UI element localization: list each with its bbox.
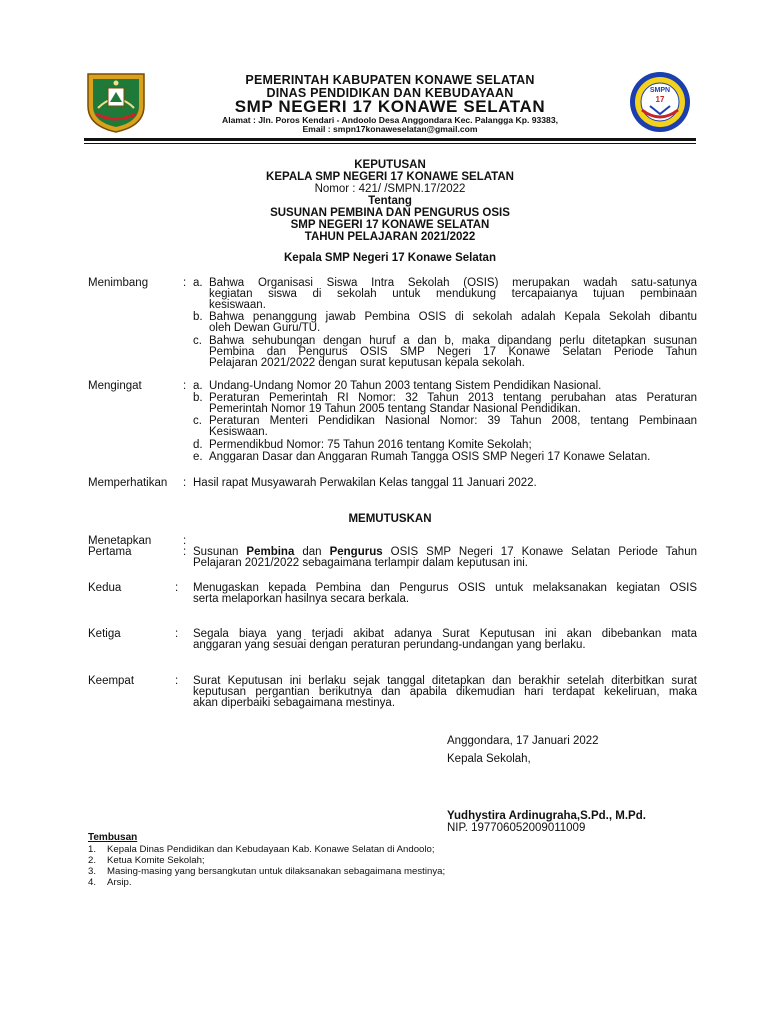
tembusan-item: Masing-masing yang bersangkutan untuk dilaksanakan sebagaimana mestinya; bbox=[107, 866, 446, 877]
memperhatikan-text: Hasil rapat Musyawarah Perwakilan Kelas tanggal 11 Januari 2022. bbox=[193, 477, 537, 489]
pertama-text bbox=[193, 547, 697, 569]
menetapkan-colon: : bbox=[183, 535, 187, 547]
tembusan-item: Ketua Komite Sekolah; bbox=[107, 855, 205, 866]
ketiga-label: Ketiga bbox=[88, 628, 121, 640]
menimbang-item-b-line: Bahwa penanggung jawab Pembina OSIS di sekolah adalah Kepala Sekolah dibantu bbox=[209, 311, 697, 323]
kedua-label: Kedua bbox=[88, 582, 122, 594]
letterhead-government: PEMERINTAH KABUPATEN KONAWE SELATAN bbox=[245, 73, 535, 87]
keempat-line: keputusan pergantian berikutnya dan apabila dikemudian hari terdapat kekeliruan, maka bbox=[193, 686, 697, 698]
keempat-label: Keempat bbox=[88, 675, 135, 687]
signature-name: Yudhystira Ardinugraha,S.Pd., M.Pd. bbox=[447, 810, 646, 822]
mengingat-item-b-line: Pemerintah Nomor 19 Tahun 2005 tentang Standar Nasional Pendidikan. bbox=[209, 403, 581, 415]
decree-subject-line-3: TAHUN PELAJARAN 2021/2022 bbox=[304, 231, 476, 243]
kedua-line: serta melaporkan hasilnya secara berkala. bbox=[193, 593, 410, 605]
mengingat-item-e-line: Anggaran Dasar dan Anggaran Rumah Tangga OSIS SMP Negeri 17 Konawe Selatan. bbox=[209, 451, 651, 463]
menimbang-item-c-line: Bahwa sehubungan dengan huruf a dan b, maka dipandang perlu ditetapkan susunan bbox=[209, 335, 697, 347]
pertama-line-2: Pelajaran 2021/2022 sebagaimana terlampir dalam keputusan ini. bbox=[193, 557, 528, 569]
pertama-label: Pertama bbox=[88, 546, 132, 558]
keempat-line: Surat Keputusan ini berlaku sejak tanggal ditetapkan dan berakhir setelah diterbitkan surat bbox=[193, 675, 697, 687]
ketiga-text bbox=[193, 629, 697, 651]
letterhead-school-name: SMP NEGERI 17 KONAWE SELATAN bbox=[234, 97, 546, 116]
kedua-colon: : bbox=[175, 582, 179, 594]
pertama-bold-pengurus: Pengurus bbox=[329, 546, 383, 558]
mengingat-letter-d: d. bbox=[193, 439, 203, 451]
school-emblem-text-number: 17 bbox=[655, 95, 665, 104]
mengingat-item-b bbox=[209, 393, 697, 415]
signature-position: Kepala Sekolah, bbox=[447, 753, 531, 765]
decree-issuer-heading: KEPALA SMP NEGERI 17 KONAWE SELATAN bbox=[266, 171, 514, 183]
kedua-text bbox=[193, 583, 697, 605]
tembusan-number: 2. bbox=[88, 855, 97, 866]
menetapkan-label: Menetapkan bbox=[88, 535, 152, 547]
signature-nip: NIP. 197706052009011009 bbox=[447, 822, 586, 834]
menimbang-letter-c: c. bbox=[193, 335, 202, 347]
menimbang-letter-b: b. bbox=[193, 311, 203, 323]
ketiga-line: Segala biaya yang terjadi akibat adanya Surat Keputusan ini akan dibebankan mata bbox=[193, 628, 697, 640]
ketiga-colon: : bbox=[175, 628, 179, 640]
mengingat-item-c bbox=[209, 416, 697, 438]
menimbang-item-a-line: Bahwa Organisasi Siswa Intra Sekolah (OSIS) merupakan wadah satu-satunya bbox=[209, 277, 697, 289]
menimbang-colon: : bbox=[183, 277, 187, 289]
menimbang-item-b-line: oleh Dewan Guru/TU. bbox=[209, 322, 321, 334]
menimbang-letter-a: a. bbox=[193, 277, 203, 289]
school-emblem-text-top: SMPN bbox=[649, 87, 671, 94]
mengingat-letter-b: b. bbox=[193, 392, 203, 404]
menimbang-item-a bbox=[209, 278, 697, 311]
mengingat-label: Mengingat bbox=[88, 380, 142, 392]
school-emblem-icon bbox=[628, 70, 692, 134]
mengingat-item-d-line: Permendikbud Nomor: 75 Tahun 2016 tentang Komite Sekolah; bbox=[209, 439, 532, 451]
letterhead-address: Alamat : Jln. Poros Kendari - Andoolo Desa Anggondara Kec. Palangga Kp. 93383, bbox=[221, 115, 559, 125]
tembusan-number: 4. bbox=[88, 877, 97, 888]
mengingat-item-b-line: Peraturan Pemerintah RI Nomor: 32 Tahun 2013 tentang perubahan atas Peraturan bbox=[209, 392, 697, 404]
mengingat-item-c-line: Peraturan Menteri Pendidikan Nasional Nomor: 39 Tahun 2008, tentang Pembinaan bbox=[209, 415, 697, 427]
letterhead-email: Email : smpn17konaweselatan@gmail.com bbox=[302, 124, 478, 134]
pertama-text-part: Susunan bbox=[193, 546, 247, 558]
signature-place-date: Anggondara, 17 Januari 2022 bbox=[447, 735, 599, 747]
decree-issuer: Kepala SMP Negeri 17 Konawe Selatan bbox=[284, 252, 496, 264]
tembusan-item: Arsip. bbox=[107, 877, 132, 888]
mengingat-item-a-line: Undang-Undang Nomor 20 Tahun 2003 tentang Sistem Pendidikan Nasional. bbox=[209, 380, 602, 392]
menimbang-item-b bbox=[209, 312, 697, 334]
mengingat-letter-a: a. bbox=[193, 380, 203, 392]
kedua-line: Menugaskan kepada Pembina dan Pengurus OSIS untuk melaksanakan kegiatan OSIS bbox=[193, 582, 697, 594]
decree-subject-line-1: SUSUNAN PEMBINA DAN PENGURUS OSIS bbox=[270, 207, 510, 219]
tembusan-number: 1. bbox=[88, 844, 97, 855]
pertama-text-part: dan bbox=[294, 546, 330, 558]
ketiga-line: anggaran yang sesuai dengan peraturan perundang-undangan yang berlaku. bbox=[193, 639, 586, 651]
mengingat-item-d bbox=[209, 440, 697, 451]
memutuskan-heading: MEMUTUSKAN bbox=[348, 513, 432, 525]
decree-subject-line-2: SMP NEGERI 17 KONAWE SELATAN bbox=[290, 219, 490, 231]
menimbang-item-c-line: Pelajaran 2021/2022 dengan surat keputusan kepala sekolah. bbox=[209, 357, 525, 369]
pertama-text-part: OSIS SMP Negeri 17 Konawe Selatan Periode Tahun bbox=[382, 546, 697, 558]
keempat-text bbox=[193, 676, 697, 709]
menimbang-item-c bbox=[209, 336, 697, 369]
letterhead-divider-thin bbox=[84, 143, 696, 144]
tembusan-item: Kepala Dinas Pendidikan dan Kebudayaan Kab. Konawe Selatan di Andoolo; bbox=[107, 844, 435, 855]
decree-tentang: Tentang bbox=[368, 195, 412, 207]
mengingat-item-a bbox=[209, 381, 697, 392]
memperhatikan-colon: : bbox=[183, 477, 187, 489]
letterhead-department: DINAS PENDIDIKAN DAN KEBUDAYAAN bbox=[266, 86, 514, 100]
memperhatikan-label: Memperhatikan bbox=[88, 477, 168, 489]
pertama-colon: : bbox=[183, 546, 187, 558]
mengingat-letter-e: e. bbox=[193, 451, 203, 463]
menimbang-item-c-line: Pembina dan Pengurus OSIS SMP Negeri 17 Konawe Selatan Periode Tahun bbox=[209, 346, 697, 358]
keempat-line: akan diperbaiki sebagaimana mestinya. bbox=[193, 697, 396, 709]
regency-emblem-icon bbox=[84, 68, 148, 134]
letterhead-divider-thick bbox=[84, 138, 696, 141]
mengingat-letter-c: c. bbox=[193, 415, 202, 427]
keempat-colon: : bbox=[175, 675, 179, 687]
tembusan-title: Tembusan bbox=[88, 832, 138, 843]
pertama-bold-pembina: Pembina bbox=[246, 546, 295, 558]
menimbang-item-a-line: kegiatan siswa di sekolah untuk mendukung tercapaianya tujuan pembinaan bbox=[209, 288, 697, 300]
mengingat-item-e bbox=[209, 452, 697, 463]
menimbang-label: Menimbang bbox=[88, 277, 149, 289]
menimbang-item-a-line: kesiswaan. bbox=[209, 299, 266, 311]
mengingat-item-c-line: Kesiswaan. bbox=[209, 426, 268, 438]
mengingat-colon: : bbox=[183, 380, 187, 392]
decree-heading: KEPUTUSAN bbox=[354, 159, 426, 171]
decree-number: Nomor : 421/ /SMPN.17/2022 bbox=[314, 183, 466, 195]
tembusan-number: 3. bbox=[88, 866, 97, 877]
